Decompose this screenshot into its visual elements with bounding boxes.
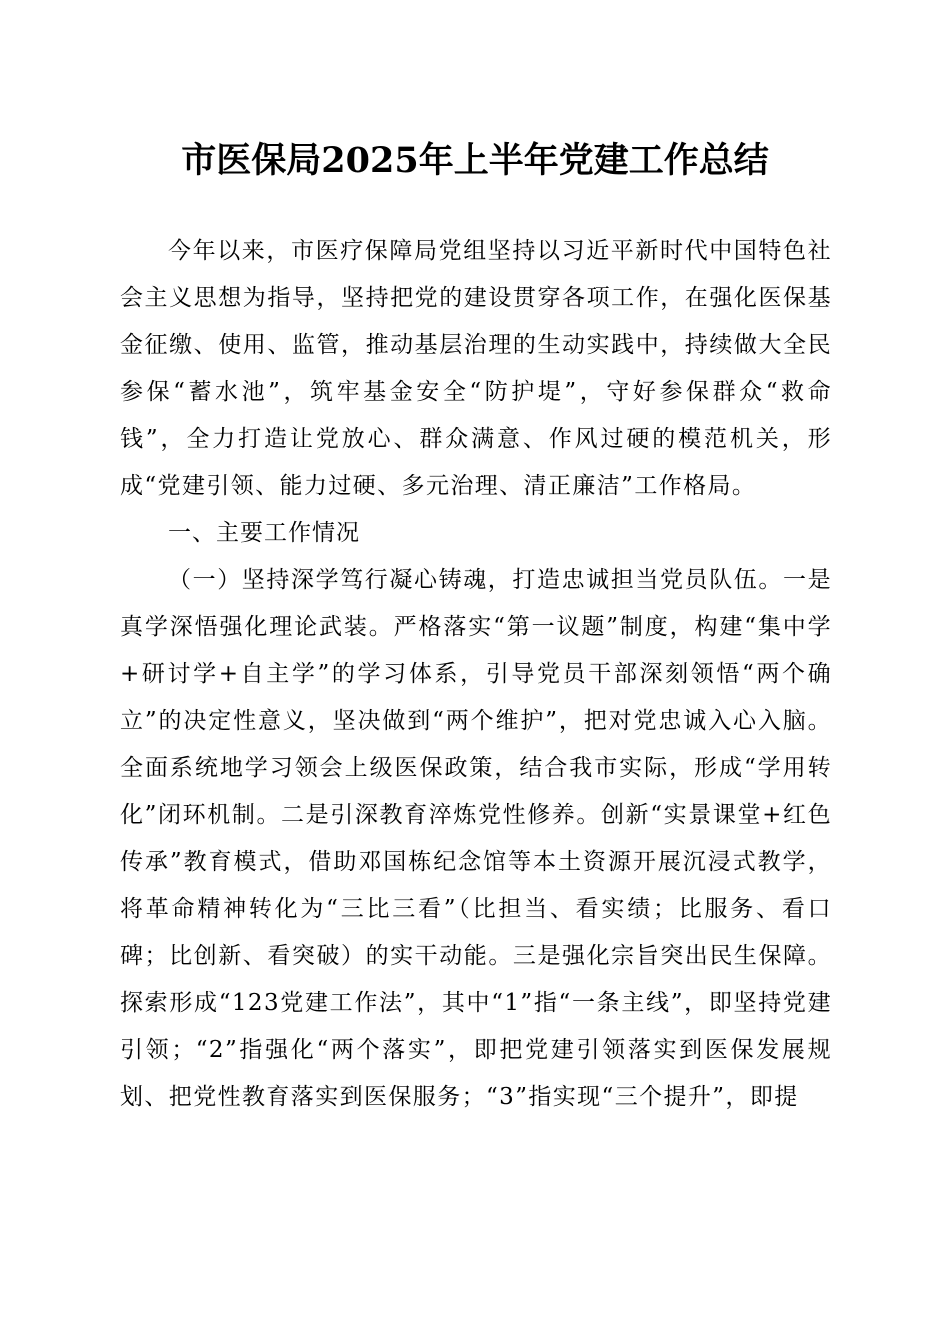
- document-body: [120, 228, 832, 1121]
- intro-paragraph: 今年以来，市医疗保障局党组坚持以习近平新时代中国特色社会主义思想为指导，坚持把党的建设贯穿各项工作，在强化医保基金征缴、使用、监管，推动基层治理的生动实践中，持续做大全民参保“蓄水池”，筑牢基金安全“防护堤”，守好参保群众“救命钱”，全力打造让党放心、群众满意、作风过硬的模范机关，形成“党建引领、能力过硬、多元治理、清正廉洁”工作格局。: [120, 238, 832, 499]
- document-title: 市医保局2025年上半年党建工作总结: [181, 140, 769, 181]
- section-one-paragraph: （一）坚持深学笃行凝心铸魂，打造忠诚担当党员队伍。一是真学深悟强化理论武装。严格落实“第一议题”制度，构建“集中学+研讨学+自主学”的学习体系，引导党员干部深刻领悟“两个确立”的决定性意义，坚决做到“两个维护”，把对党忠诚入心入脑。全面系统地学习领会上级医保政策，结合我市实际，形成“学用转化”闭环机制。二是引深教育淬炼党性修养。创新“实景课堂+红色传承”教育模式，借助邓国栋纪念馆等本土资源开展沉浸式教学，将革命精神转化为“三比三看”（比担当、看实绩；比服务、看口碑；比创新、看突破）的实干动能。三是强化宗旨突出民生保障。探索形成“123党建工作法”，其中“1”指“一条主线”，即坚持党建引领；“2”指强化“两个落实”，即把党建引领落实到医保发展规划、把党性教育落实到医保服务；“3”指实现“三个提升”，即提: [120, 567, 832, 1110]
- section-heading: 一、主要工作情况: [168, 520, 360, 546]
